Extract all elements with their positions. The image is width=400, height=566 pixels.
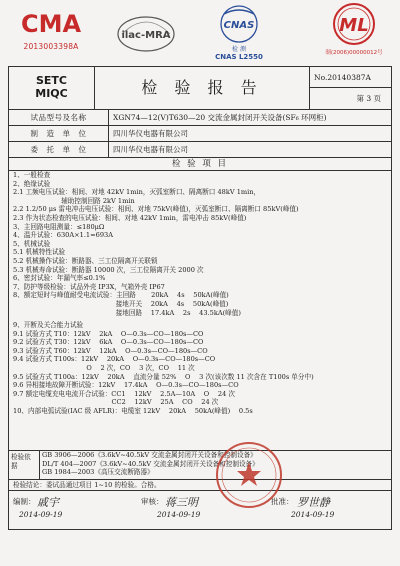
test-item-line: 接地开关 20kA 4s 50kA(峰值) [13, 299, 229, 308]
info-table [8, 110, 392, 158]
test-item-line: 5、机械试验 [13, 239, 51, 248]
cnas-code: CNAS L2550 [215, 53, 263, 61]
test-item-line: CC2 12kV 25A CO 24 次 [13, 398, 219, 407]
info-value: XGN74—12(V)T630—20 交流金属封闭开关设备(SF₆ 环网柜) [113, 113, 327, 122]
test-item-line: 1、一般检查 [13, 171, 51, 179]
info-label: 制 造 单 位 [9, 126, 109, 141]
ml-number: 制(2006)00000012号 [325, 50, 383, 56]
approver-date: 2014-09-19 [291, 510, 335, 519]
reviewer-date: 2014-09-19 [157, 510, 201, 519]
test-item-line: 9.5 试验方式 T100a：12kV 20kA 直流分量 52% O 3 次(该次数 11 次含在 T100s 单分中) [13, 372, 314, 381]
official-stamp-icon [214, 440, 284, 510]
cnas-text: CNAS [223, 20, 255, 31]
test-item-line: 9.6 异相接地故障开断试验：12kV 17.4kA O—0.3s—CO—180s—CO [13, 381, 239, 390]
cnas-logo [208, 4, 270, 62]
info-value: 四川华仪电器有限公司 [113, 145, 188, 154]
test-items-list [13, 171, 391, 416]
test-item-line: 2、绝缘试验 [13, 179, 51, 188]
org-line-1: SETC [35, 74, 67, 87]
test-item-line: 6、密封试验：年漏气率≤0.1% [13, 274, 106, 283]
ml-logo [314, 2, 394, 62]
test-item-line: 9.7 额定电缆充电电流开合试验：CC1 12kV 2.5A—10A O 24 次 [13, 389, 235, 398]
reviewer-label: 审核： [141, 497, 164, 506]
svg-text:ML: ML [339, 15, 369, 36]
test-item-line: 7、防护等级检验：试品外壳 IP3X，气箱外壳 IP67 [13, 282, 165, 291]
test-item-line: O 2 次，CO 3 次，CO 11 次 [13, 364, 195, 373]
section-title: 检 验 项 目 [9, 158, 391, 171]
test-item-line: 8、额定短时与峰值耐受电流试验：主回路 20kA 4s 50kA(峰值) [13, 291, 229, 300]
test-item-line: 2.3 作为状态检查的电压试验：相间、对地 42kV 1min，雷电冲击 85kV(峰值) [13, 213, 247, 222]
report-number: No.20140387A [309, 67, 391, 88]
info-value: 四川华仪电器有限公司 [113, 129, 188, 138]
standards-block [9, 450, 391, 477]
test-item-line: 9.3 试验方式 T60：12kV 12kA O—0.3s—CO—180s—CO [13, 346, 208, 355]
approver-label: 批准： [271, 497, 294, 506]
editor-label: 编制： [13, 497, 36, 506]
editor-signature: 戚宇 [37, 496, 59, 509]
test-item-line: 9、开断及关合能力试验 [13, 321, 84, 330]
test-item-line: 9.4 试验方式 T100s：12kV 20kA O—0.3s—CO—180s—CO [13, 355, 216, 364]
standard-line: GB 1984—2003《高压交流断路器》 [42, 468, 154, 477]
info-row [8, 110, 392, 126]
test-item-line: 辅助控制回路 2kV 1min [13, 196, 135, 205]
editor-date: 2014-09-19 [19, 510, 63, 519]
page-number: 第 3 页 [309, 88, 391, 109]
standard-line: GB 3906—2006《3.6kV~40.5kV 交流金属封闭开关设备和控制设备》 [42, 451, 257, 459]
cma-number: 2013003398A [23, 42, 79, 51]
test-item-line: 9.1 试验方式 T10：12kV 2kA O—0.3s—CO—180s—CO [13, 329, 204, 338]
test-item-line: 10、内部电弧试验(IAC 级 AFLR)：电缆室 12kV 20kA 50kA(峰值) 0.5s [13, 407, 253, 416]
svg-text:CMA: CMA [20, 10, 82, 38]
cma-mark-icon [20, 6, 82, 40]
test-item-line: 5.1 机械特性试验 [13, 248, 66, 257]
test-items-section [8, 158, 392, 530]
org-line-2: MIQC [35, 87, 68, 100]
org-code [9, 67, 95, 109]
info-label: 委 托 单 位 [9, 142, 109, 157]
test-item-line: 2.2 1.2/50 μs 雷电冲击电压试验：相间、对地 75kV(峰值)，灭弧室断口、隔离断口 85kV(峰值) [13, 205, 299, 214]
report-header [8, 66, 392, 110]
test-item-line: 9.2 试验方式 T30：12kV 6kA O—0.3s—CO—180s—CO [13, 338, 204, 347]
info-label: 试品型号及名称 [9, 110, 109, 125]
ilac-mra-logo [116, 14, 176, 54]
conclusion: 检验结论：委试品通过项目 1~10 的检验。合格。 [9, 479, 391, 491]
test-item-line: 5.3 机械寿命试验：断路器 10000 次，三工位隔离开关 2000 次 [13, 265, 204, 274]
test-item-line: 4、温升试验：630A×1.1=693A [13, 231, 113, 240]
cnas-sub: 检 测 [232, 46, 246, 53]
reviewer-signature: 蒋三明 [165, 496, 198, 509]
ilac-text: ilac-MRA [121, 30, 171, 41]
test-item-line: 接地回路 17.4kA 2s 43.5kA(峰值) [13, 308, 241, 317]
standard-line: DL/T 404—2007《3.6kV~40.5kV 交流金属封闭开关设备和控制设备》 [42, 459, 259, 468]
test-item-line: 5.2 机械操作试验：断路器、三工位隔离开关联锁 [13, 256, 158, 265]
cma-logo [8, 6, 94, 58]
signature-area [9, 494, 391, 530]
report-title: 检 验 报 告 [141, 78, 263, 97]
info-row [8, 142, 392, 158]
standards-label: 检验依据 [11, 453, 31, 470]
info-row [8, 126, 392, 142]
test-item-line: 2.1 工频电压试验：相间、对地 42kV 1min，灭弧室断口、隔离断口 48kV 1min， [13, 188, 261, 197]
approver-signature: 罗世静 [297, 496, 330, 509]
test-item-line: 3、主回路电阻测量：≤180μΩ [13, 222, 105, 231]
